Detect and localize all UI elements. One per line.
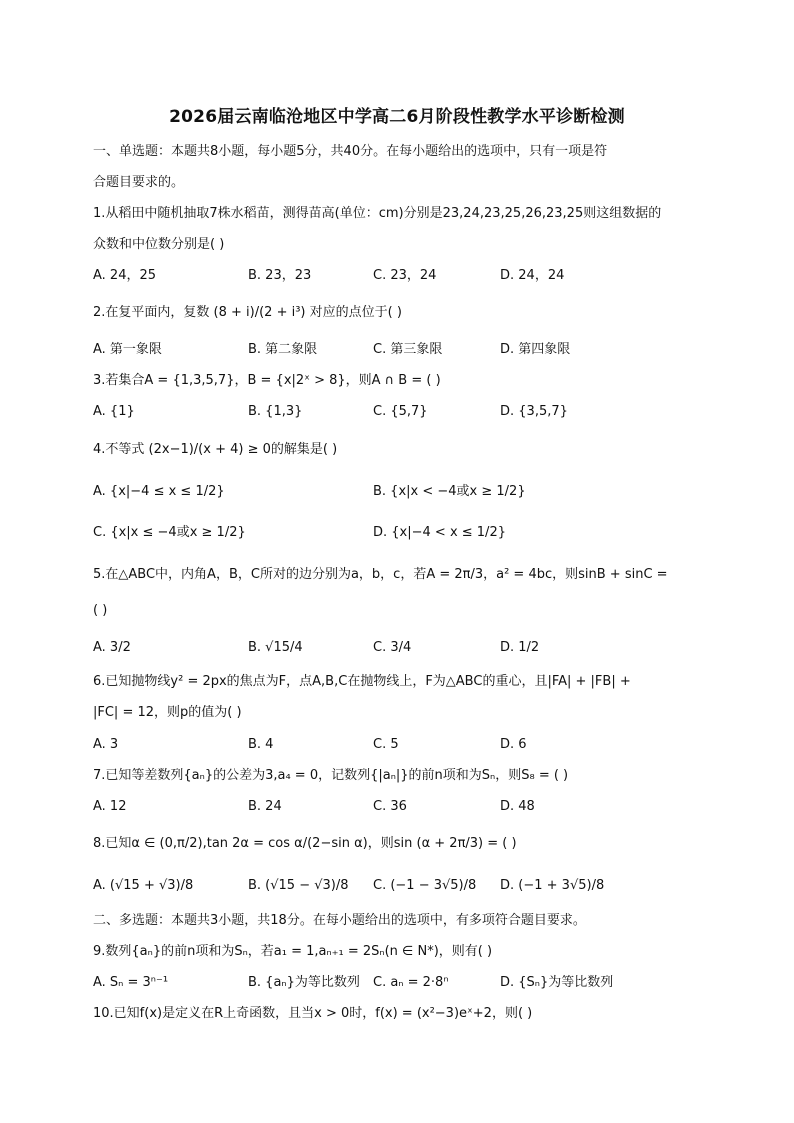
q1-option-b: B. 23，23 [248,268,312,283]
q2-options [93,340,713,360]
q3-options [93,402,713,422]
q9-option-b: B. {aₙ}为等比数列 [248,975,360,990]
q4-option-a: A. {x|−4 ≤ x ≤ 1/2} [93,484,225,499]
q5-option-d: D. 1/2 [500,640,540,655]
q8-option-b: B. (√15 − √3)/8 [248,878,349,893]
q6-option-c: C. 5 [373,737,399,752]
q3-option-a: A. {1} [93,404,135,419]
q8-option-d: D. (−1 + 3√5)/8 [500,878,605,893]
q10-stem: 10.已知f(x)是定义在R上奇函数，且当x > 0时，f(x) = (x²−3)eˣ+2，则( ) [93,1006,533,1021]
q5-option-c: C. 3/4 [373,640,412,655]
q4-option-c: C. {x|x ≤ −4或x ≥ 1/2} [93,525,246,540]
q6-option-a: A. 3 [93,737,119,752]
q8-options [93,876,713,896]
q2-option-c: C. 第三象限 [373,342,443,357]
q1-stem-line1: 1.从稻田中随机抽取7株水稻苗，测得苗高(单位：cm)分别是23,24,23,25,26,23,25则这组数据的 [93,206,662,221]
q3-option-c: C. {5,7} [373,404,428,419]
q9-option-c: C. aₙ = 2·8ⁿ [373,975,449,990]
q9-stem: 9.数列{aₙ}的前n项和为Sₙ，若a₁ = 1,aₙ₊₁ = 2Sₙ(n ∈ N*)，则有( ) [93,944,493,959]
q7-option-c: C. 36 [373,799,407,814]
q7-option-b: B. 24 [248,799,282,814]
q4-options-row1 [93,482,713,502]
q9-option-a: A. Sₙ = 3ⁿ⁻¹ [93,975,169,990]
q4-option-b: B. {x|x < −4或x ≥ 1/2} [373,484,526,499]
section1-heading-line2: 合题目要求的。 [93,175,185,190]
q4-option-d: D. {x|−4 < x ≤ 1/2} [373,525,506,540]
q5-option-a: A. 3/2 [93,640,131,655]
section1-heading-line1: 一、单选题：本题共8小题，每小题5分，共40分。在每小题给出的选项中，只有一项是符 [93,144,608,159]
q5-stem-line1: 5.在△ABC中，内角A，B，C所对的边分别为a，b，c，若A = 2π/3，a² = 4bc，则sinB + sinC = [93,567,668,582]
q1-option-a: A. 24，25 [93,268,157,283]
q6-stem-line2: |FC| = 12，则p的值为( ) [93,705,242,720]
q1-stem-line2: 众数和中位数分别是( ) [93,237,225,252]
q2-stem: 2.在复平面内，复数 (8 + i)/(2 + i³) 对应的点位于( ) [93,305,402,320]
q1-options [93,266,713,286]
q6-stem-line1: 6.已知抛物线y² = 2px的焦点为F，点A,B,C在抛物线上，F为△ABC的重心，且|FA| + |FB| + [93,674,631,689]
section2-heading: 二、多选题：本题共3小题，共18分。在每小题给出的选项中，有多项符合题目要求。 [93,913,586,928]
q7-option-d: D. 48 [500,799,535,814]
q6-options [93,735,713,755]
q9-option-d: D. {Sₙ}为等比数列 [500,975,614,990]
q2-option-d: D. 第四象限 [500,342,571,357]
q1-option-d: D. 24，24 [500,268,565,283]
q6-option-d: D. 6 [500,737,527,752]
q5-options [93,638,713,658]
q7-stem: 7.已知等差数列{aₙ}的公差为3,a₄ = 0，记数列{|aₙ|}的前n项和为Sₙ，则S₈ = ( ) [93,768,569,783]
q3-option-d: D. {3,5,7} [500,404,568,419]
q8-option-c: C. (−1 − 3√5)/8 [373,878,477,893]
q4-options-row2 [93,523,713,543]
q7-option-a: A. 12 [93,799,127,814]
q4-stem: 4.不等式 (2x−1)/(x + 4) ≥ 0的解集是( ) [93,442,338,457]
q2-option-b: B. 第二象限 [248,342,318,357]
q3-option-b: B. {1,3} [248,404,303,419]
q9-options [93,973,713,993]
q5-option-b: B. √15/4 [248,640,303,655]
q6-option-b: B. 4 [248,737,274,752]
q3-stem: 3.若集合A = {1,3,5,7}，B = {x|2ˣ > 8}，则A ∩ B = ( ) [93,373,441,388]
q2-option-a: A. 第一象限 [93,342,162,357]
q1-option-c: C. 23，24 [373,268,437,283]
q5-stem-line2: ( ) [93,603,108,618]
q7-options [93,797,713,817]
q8-option-a: A. (√15 + √3)/8 [93,878,194,893]
exam-title: 2026届云南临沧地区中学高二6月阶段性教学水平诊断检测 [169,107,625,127]
q8-stem: 8.已知α ∈ (0,π/2),tan 2α = cos α/(2−sin α)，则sin (α + 2π/3) = ( ) [93,836,517,851]
